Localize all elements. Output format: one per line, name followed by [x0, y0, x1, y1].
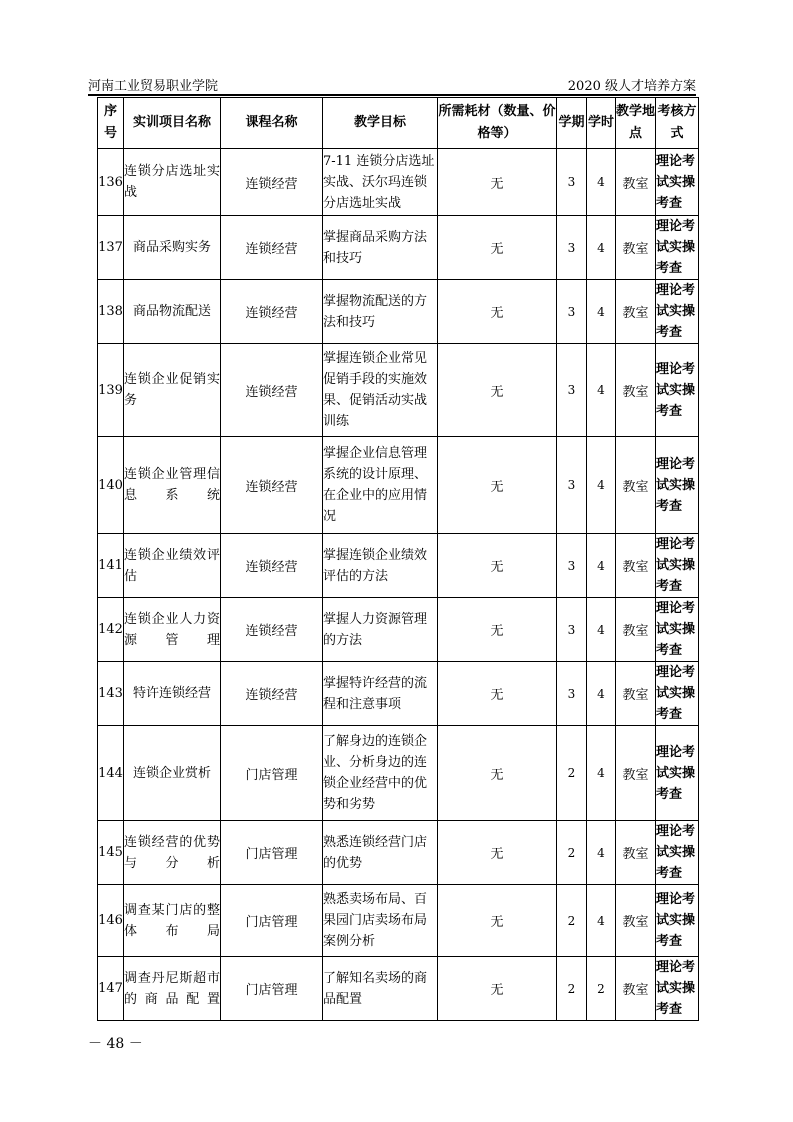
cell-semester: 3: [557, 662, 587, 726]
cell-name: 调查丹尼斯超市的商品配置: [124, 957, 221, 1021]
cell-assessment: 理论考试实操考查: [656, 821, 699, 885]
cell-hours: 2: [587, 957, 616, 1021]
cell-goal: 掌握连锁企业绩效评估的方法: [323, 534, 438, 598]
cell-semester: 3: [557, 534, 587, 598]
table-row: [98, 662, 699, 726]
cell-name: 连锁企业人力资源管理: [124, 598, 221, 662]
cell-hours: 4: [587, 344, 616, 437]
cell-location: 教室: [616, 437, 656, 534]
cell-course: 连锁经营: [221, 437, 323, 534]
cell-location: 教室: [616, 821, 656, 885]
table-row: [98, 149, 699, 216]
cell-semester: 2: [557, 957, 587, 1021]
cell-hours: 4: [587, 885, 616, 957]
cell-assessment: 理论考试实操考查: [656, 662, 699, 726]
cell-hours: 4: [587, 662, 616, 726]
cell-semester: 3: [557, 437, 587, 534]
table-row: [98, 726, 699, 821]
cell-materials: 无: [438, 885, 557, 957]
cell-location: 教室: [616, 957, 656, 1021]
training-table: [97, 97, 699, 1021]
cell-hours: 4: [587, 437, 616, 534]
header-hours: 学时: [587, 98, 616, 149]
cell-hours: 4: [587, 534, 616, 598]
cell-materials: 无: [438, 280, 557, 344]
table-row: [98, 280, 699, 344]
cell-name: 连锁企业管理信息系统: [124, 437, 221, 534]
cell-assessment: 理论考试实操考查: [656, 437, 699, 534]
cell-assessment: 理论考试实操考查: [656, 280, 699, 344]
cell-course: 连锁经营: [221, 216, 323, 280]
cell-name: 连锁企业赏析: [124, 726, 221, 821]
cell-assessment: 理论考试实操考查: [656, 957, 699, 1021]
cell-materials: 无: [438, 957, 557, 1021]
header-no: 序号: [98, 98, 124, 149]
cell-no: 145: [98, 821, 124, 885]
header-semester: 学期: [557, 98, 587, 149]
header-rule: [88, 94, 696, 96]
cell-goal: 掌握特许经营的流程和注意事项: [323, 662, 438, 726]
cell-location: 教室: [616, 216, 656, 280]
header-assessment: 考核方式: [656, 98, 699, 149]
cell-course: 连锁经营: [221, 149, 323, 216]
cell-no: 139: [98, 344, 124, 437]
cell-location: 教室: [616, 280, 656, 344]
cell-course: 连锁经营: [221, 662, 323, 726]
table-row: [98, 821, 699, 885]
cell-name: 连锁分店选址实战: [124, 149, 221, 216]
cell-assessment: 理论考试实操考查: [656, 216, 699, 280]
cell-materials: 无: [438, 344, 557, 437]
table-row: [98, 885, 699, 957]
cell-semester: 3: [557, 280, 587, 344]
cell-location: 教室: [616, 149, 656, 216]
header-location: 教学地点: [616, 98, 656, 149]
cell-semester: 3: [557, 216, 587, 280]
cell-course: 连锁经营: [221, 280, 323, 344]
cell-assessment: 理论考试实操考查: [656, 149, 699, 216]
cell-goal: 熟悉连锁经营门店的优势: [323, 821, 438, 885]
cell-goal: 了解身边的连锁企业、分析身边的连锁企业经营中的优势和劣势: [323, 726, 438, 821]
cell-no: 140: [98, 437, 124, 534]
cell-course: 门店管理: [221, 726, 323, 821]
header-name: 实训项目名称: [124, 98, 221, 149]
cell-assessment: 理论考试实操考查: [656, 598, 699, 662]
cell-hours: 4: [587, 598, 616, 662]
cell-location: 教室: [616, 885, 656, 957]
cell-goal: 掌握人力资源管理的方法: [323, 598, 438, 662]
cell-location: 教室: [616, 344, 656, 437]
cell-assessment: 理论考试实操考查: [656, 885, 699, 957]
cell-no: 136: [98, 149, 124, 216]
cell-course: 连锁经营: [221, 344, 323, 437]
cell-no: 143: [98, 662, 124, 726]
cell-course: 门店管理: [221, 885, 323, 957]
cell-name: 商品采购实务: [124, 216, 221, 280]
cell-materials: 无: [438, 437, 557, 534]
cell-goal: 了解知名卖场的商品配置: [323, 957, 438, 1021]
cell-semester: 2: [557, 885, 587, 957]
cell-goal: 熟悉卖场布局、百果园门店卖场布局案例分析: [323, 885, 438, 957]
cell-materials: 无: [438, 216, 557, 280]
cell-goal: 掌握连锁企业常见促销手段的实施效果、促销活动实战训练: [323, 344, 438, 437]
cell-assessment: 理论考试实操考查: [656, 534, 699, 598]
page-number: － 48 －: [88, 1036, 143, 1052]
cell-name: 连锁经营的优势与分析: [124, 821, 221, 885]
table-row: [98, 534, 699, 598]
cell-course: 门店管理: [221, 821, 323, 885]
cell-no: 138: [98, 280, 124, 344]
cell-course: 连锁经营: [221, 534, 323, 598]
cell-hours: 4: [587, 216, 616, 280]
cell-no: 146: [98, 885, 124, 957]
cell-semester: 3: [557, 344, 587, 437]
cell-no: 144: [98, 726, 124, 821]
table-header-row: [98, 98, 699, 149]
cell-hours: 4: [587, 280, 616, 344]
cell-no: 147: [98, 957, 124, 1021]
cell-assessment: 理论考试实操考查: [656, 726, 699, 821]
cell-goal: 掌握企业信息管理系统的设计原理、在企业中的应用情况: [323, 437, 438, 534]
table-row: [98, 437, 699, 534]
cell-location: 教室: [616, 534, 656, 598]
cell-materials: 无: [438, 662, 557, 726]
cell-semester: 2: [557, 726, 587, 821]
cell-no: 142: [98, 598, 124, 662]
cell-name: 连锁企业绩效评估: [124, 534, 221, 598]
cell-name: 商品物流配送: [124, 280, 221, 344]
cell-materials: 无: [438, 821, 557, 885]
cell-materials: 无: [438, 149, 557, 216]
cell-materials: 无: [438, 534, 557, 598]
header-institution: 河南工业贸易职业学院: [88, 79, 219, 94]
header-materials: 所需耗材（数量、价格等）: [438, 98, 557, 149]
cell-goal: 掌握物流配送的方法和技巧: [323, 280, 438, 344]
header-course: 课程名称: [221, 98, 323, 149]
cell-semester: 3: [557, 149, 587, 216]
table-row: [98, 344, 699, 437]
cell-hours: 4: [587, 149, 616, 216]
cell-course: 门店管理: [221, 957, 323, 1021]
cell-location: 教室: [616, 598, 656, 662]
cell-semester: 3: [557, 598, 587, 662]
cell-hours: 4: [587, 821, 616, 885]
cell-location: 教室: [616, 662, 656, 726]
cell-location: 教室: [616, 726, 656, 821]
cell-materials: 无: [438, 598, 557, 662]
table-row: [98, 216, 699, 280]
cell-goal: 7-11 连锁分店选址实战、沃尔玛连锁分店选址实战: [323, 149, 438, 216]
cell-hours: 4: [587, 726, 616, 821]
cell-no: 137: [98, 216, 124, 280]
cell-name: 调查某门店的整体布局: [124, 885, 221, 957]
header-document-title: 2020 级人才培养方案: [567, 79, 696, 94]
table-row: [98, 598, 699, 662]
cell-no: 141: [98, 534, 124, 598]
cell-goal: 掌握商品采购方法和技巧: [323, 216, 438, 280]
header-goal: 教学目标: [323, 98, 438, 149]
table-row: [98, 957, 699, 1021]
cell-materials: 无: [438, 726, 557, 821]
cell-name: 特许连锁经营: [124, 662, 221, 726]
cell-semester: 2: [557, 821, 587, 885]
cell-name: 连锁企业促销实务: [124, 344, 221, 437]
cell-assessment: 理论考试实操考查: [656, 344, 699, 437]
cell-course: 连锁经营: [221, 598, 323, 662]
